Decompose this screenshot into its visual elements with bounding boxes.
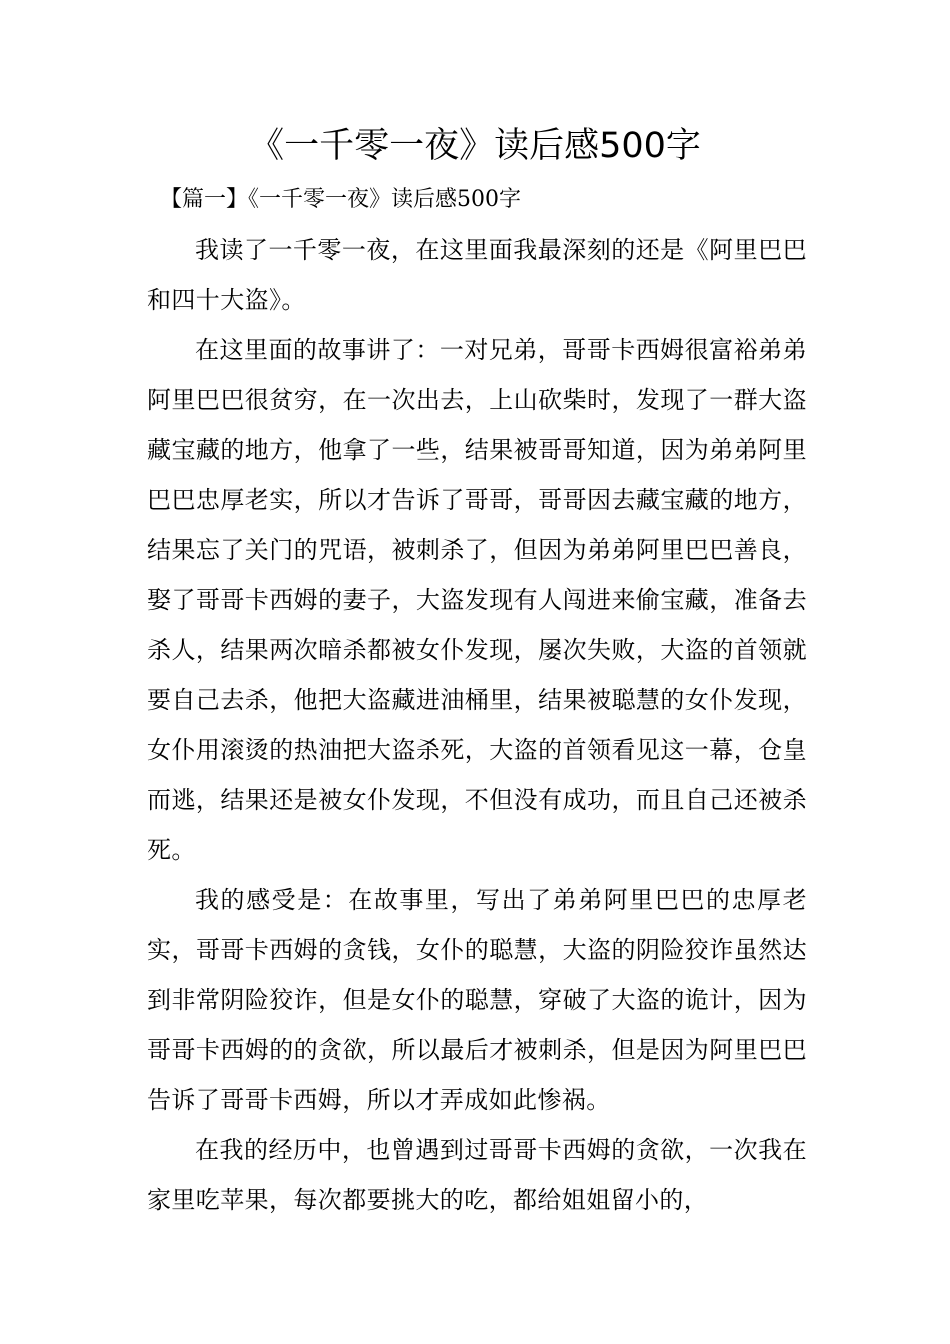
section-heading: 【篇一】《一千零一夜》读后感500字 <box>160 187 521 212</box>
article-body <box>147 225 807 1225</box>
paragraph: 我读了一千零一夜，在这里面我最深刻的还是《阿里巴巴和四十大盗》。 <box>147 236 807 314</box>
document-title: 《一千零一夜》读后感500字 <box>249 126 701 166</box>
paragraph: 在这里面的故事讲了：一对兄弟，哥哥卡西姆很富裕弟弟阿里巴巴很贫穷，在一次出去，上山砍柴时，发现了一群大盗藏宝藏的地方，他拿了一些，结果被哥哥知道，因为弟弟阿里巴巴忠厚老实，所以才告诉了哥哥，哥哥因去藏宝藏的地方，结果忘了关门的咒语，被刺杀了，但因为弟弟阿里巴巴善良，娶了哥哥卡西姆的妻子，大盗发现有人闯进来偷宝藏，准备去杀人，结果两次暗杀都被女仆发现，屡次失败，大盗的首领就要自己去杀，他把大盗藏进油桶里，结果被聪慧的女仆发现，女仆用滚烫的热油把大盗杀死，大盗的首领看见这一幕，仓皇而逃，结果还是被女仆发现，不但没有成功，而且自己还被杀死。 <box>147 336 807 864</box>
paragraph: 我的感受是：在故事里，写出了弟弟阿里巴巴的忠厚老实，哥哥卡西姆的贪钱，女仆的聪慧，大盗的阴险狡诈虽然达到非常阴险狡诈，但是女仆的聪慧，穿破了大盗的诡计，因为哥哥卡西姆的的贪欲，所以最后才被刺杀，但是因为阿里巴巴告诉了哥哥卡西姆，所以才弄成如此惨祸。 <box>147 886 807 1114</box>
paragraph: 在我的经历中，也曾遇到过哥哥卡西姆的贪欲，一次我在家里吃苹果，每次都要挑大的吃，都给姐姐留小的， <box>147 1136 807 1214</box>
